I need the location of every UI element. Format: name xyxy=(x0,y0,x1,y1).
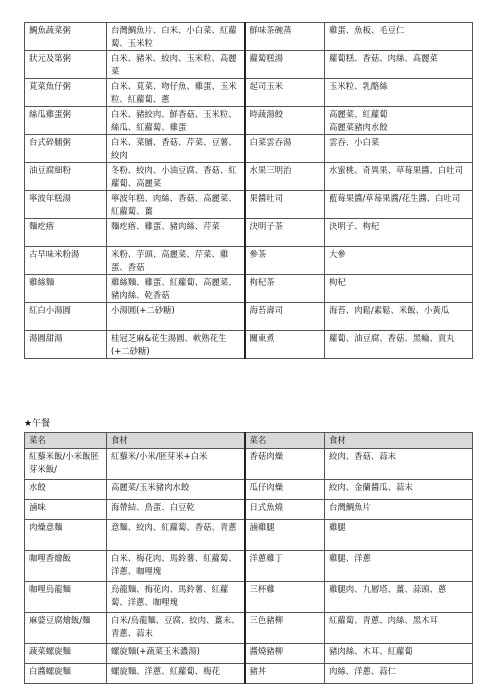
header-dish-name-right: 菜名 xyxy=(245,433,325,449)
ingredients-cell: 雞腿 xyxy=(325,520,473,551)
dish-name-cell: 肉燥意麵 xyxy=(25,520,107,551)
table-row xyxy=(25,135,473,163)
dish-name-cell: 豬丼 xyxy=(245,664,325,684)
dish-name-cell: 海苔壽司 xyxy=(245,303,325,331)
ingredients-cell: 蘿蔔糕、香菇、肉絲、高麗菜 xyxy=(325,51,473,79)
dish-name-cell: 洋蔥雞丁 xyxy=(245,551,325,582)
dish-name-cell: 白菜雲吞湯 xyxy=(245,135,325,163)
ingredients-cell: 白米、菜脯、香菇、芹菜、豆薯、絞肉 xyxy=(107,135,245,163)
ingredients-cell: 高麗菜/玉米豬肉水餃 xyxy=(107,480,245,500)
ingredients-cell: 小湯圓(+二砂糖) xyxy=(107,303,245,331)
header-dish-name: 菜名 xyxy=(25,433,107,449)
ingredients-cell: 肉絲、洋蔥、蒜仁 xyxy=(325,664,473,684)
dish-name-cell: 古早味米粉湯 xyxy=(25,247,107,275)
ingredients-cell: 冬粉、絞肉、小油豆腐、香菇、紅蘿蔔、高麗菜 xyxy=(107,163,245,191)
ingredients-cell: 台灣鯛魚片、白米、小白菜、紅蘿蔔、玉米粒 xyxy=(107,23,245,51)
ingredients-cell: 白米、豬絞肉、鮮香菇、玉米粒、絲瓜、紅蘿蔔、雞蛋 xyxy=(107,107,245,135)
ingredients-cell: 米粉、芋頭、高麗菜、芹菜、雞蛋、香菇 xyxy=(107,247,245,275)
dish-name-cell: 鮮味茶碗蒸 xyxy=(245,23,325,51)
ingredients-cell: 枸杞 xyxy=(325,275,473,303)
dish-name-cell: 瓜仔肉燥 xyxy=(245,480,325,500)
ingredients-cell: 麵疙瘩、雞蛋、豬肉絲、芹菜 xyxy=(107,219,245,247)
dish-name-cell: 紅藜米飯/小米飯胚芽米飯/ xyxy=(25,449,107,480)
dish-name-cell: 莧菜魚仔粥 xyxy=(25,79,107,107)
table-row xyxy=(25,107,473,135)
ingredients-cell: 海苔、肉鬆/素鬆、米飯、小黃瓜 xyxy=(325,303,473,331)
table-row xyxy=(25,23,473,51)
ingredients-cell: 意麵、絞肉、紅蘿蔔、香菇、青蔥 xyxy=(107,520,245,551)
table-row xyxy=(25,664,473,684)
ingredients-cell: 雲吞、小白菜 xyxy=(325,135,473,163)
table-row xyxy=(25,51,473,79)
dish-name-cell: 時蔬湯餃 xyxy=(245,107,325,135)
ingredients-cell: 雞蛋、魚板、毛豆仁 xyxy=(325,23,473,51)
dish-name-cell: 三杯雞 xyxy=(245,582,325,613)
dish-name-cell: 寧波年糕湯 xyxy=(25,191,107,219)
dish-name-cell: 決明子茶 xyxy=(245,219,325,247)
ingredients-cell: 白米/烏龍麵、豆腐、絞肉、薑末、青蔥、蒜末 xyxy=(107,613,245,644)
dish-name-cell: 麻婆豆腐燴飯/麵 xyxy=(25,613,107,644)
ingredients-cell: 白米、莧菜、吻仔魚、雞蛋、玉米粒、紅蘿蔔、蔥 xyxy=(107,79,245,107)
lunch-header-row xyxy=(25,433,473,449)
table-row xyxy=(25,191,473,219)
table-row xyxy=(25,613,473,644)
dish-name-cell: 紅白小湯圓 xyxy=(25,303,107,331)
ingredients-cell: 決明子、枸杞 xyxy=(325,219,473,247)
dish-name-cell: 滷雞腿 xyxy=(245,520,325,551)
ingredients-cell: 絞肉、香菇、蒜末 xyxy=(325,449,473,480)
table-row xyxy=(25,582,473,613)
dish-name-cell: 油豆腐細粉 xyxy=(25,163,107,191)
table-row xyxy=(25,163,473,191)
dish-name-cell: 關東煮 xyxy=(245,331,325,359)
table-row xyxy=(25,247,473,275)
ingredients-cell: 高麗菜、紅蘿蔔 高麗菜豬肉水餃 xyxy=(325,107,473,135)
dish-name-cell: 湯圓甜湯 xyxy=(25,331,107,359)
breakfast-menu-table xyxy=(24,22,473,359)
dish-name-cell: 麵疙瘩 xyxy=(25,219,107,247)
header-ingredients-right: 食材 xyxy=(325,433,473,449)
dish-name-cell: 枸杞茶 xyxy=(245,275,325,303)
header-ingredients: 食材 xyxy=(107,433,245,449)
table-row xyxy=(25,480,473,500)
ingredients-cell: 桂冠芝麻&花生湯圓、軟熟花生(+二砂糖) xyxy=(107,331,245,359)
dish-name-cell: 狀元及第粥 xyxy=(25,51,107,79)
ingredients-cell: 白米、梅花肉、馬鈴薯、紅蘿蔔、洋蔥、咖哩塊 xyxy=(107,551,245,582)
ingredients-cell: 藍莓果醬/草莓果醬/花生醬、白吐司 xyxy=(325,191,473,219)
ingredients-cell: 烏龍麵、梅花肉、馬鈴薯、紅蘿蔔、洋蔥、咖哩塊 xyxy=(107,582,245,613)
table-row xyxy=(25,219,473,247)
table-row xyxy=(25,79,473,107)
table-row xyxy=(25,500,473,520)
table-row xyxy=(25,275,473,303)
dish-name-cell: 水果三明治 xyxy=(245,163,325,191)
dish-name-cell: 水餃 xyxy=(25,480,107,500)
dish-name-cell: 台式碎脯粥 xyxy=(25,135,107,163)
ingredients-cell: 螺旋麵、洋蔥、紅蘿蔔、梅花 xyxy=(107,664,245,684)
dish-name-cell: 蔬菜螺旋麵 xyxy=(25,644,107,664)
table-row xyxy=(25,331,473,359)
ingredients-cell: 海帶結、鳥蛋、白豆乾 xyxy=(107,500,245,520)
ingredients-cell: 蘿蔔、油豆腐、香菇、黑輪、貢丸 xyxy=(325,331,473,359)
ingredients-cell: 寧波年糕、肉絲、香菇、高麗菜、紅蘿蔔、薑 xyxy=(107,191,245,219)
dish-name-cell: 咖哩香燴飯 xyxy=(25,551,107,582)
lunch-section-title: ★午餐 xyxy=(24,419,51,429)
ingredients-cell: 螺旋麵(+蔬菜玉米濃湯) xyxy=(107,644,245,664)
dish-name-cell: 三色豬柳 xyxy=(245,613,325,644)
dish-name-cell: 滷味 xyxy=(25,500,107,520)
dish-name-cell: 咖哩烏龍麵 xyxy=(25,582,107,613)
dish-name-cell: 絲瓜雞蛋粥 xyxy=(25,107,107,135)
ingredients-cell: 水蜜桃、奇異果、草莓果醬、白吐司 xyxy=(325,163,473,191)
dish-name-cell: 日式魚燒 xyxy=(245,500,325,520)
dish-name-cell: 香菇肉燥 xyxy=(245,449,325,480)
ingredients-cell: 雞腿肉、九層塔、薑、蒜頭、蔥 xyxy=(325,582,473,613)
dish-name-cell: 白醬螺旋麵 xyxy=(25,664,107,684)
ingredients-cell: 絞肉、金蘭醬瓜、蒜末 xyxy=(325,480,473,500)
lunch-menu-table xyxy=(24,432,473,684)
table-row xyxy=(25,644,473,664)
ingredients-cell: 雞腿、洋蔥 xyxy=(325,551,473,582)
dish-name-cell: 鯛魚蔬菜粥 xyxy=(25,23,107,51)
ingredients-cell: 雞絲麵、雞蛋、紅蘿蔔、高麗菜、豬肉絲、乾香菇 xyxy=(107,275,245,303)
ingredients-cell: 大參 xyxy=(325,247,473,275)
ingredients-cell: 紅藜米/小米/胚芽米+白米 xyxy=(107,449,245,480)
table-row xyxy=(25,551,473,582)
table-row xyxy=(25,520,473,551)
ingredients-cell: 玉米粒、乳酪絲 xyxy=(325,79,473,107)
table-row xyxy=(25,449,473,480)
ingredients-cell: 紅蘿蔔、青蔥、肉絲、黑木耳 xyxy=(325,613,473,644)
ingredients-cell: 豬肉絲、木耳、紅蘿蔔 xyxy=(325,644,473,664)
table-row xyxy=(25,303,473,331)
dish-name-cell: 醬燒豬柳 xyxy=(245,644,325,664)
dish-name-cell: 雞絲麵 xyxy=(25,275,107,303)
dish-name-cell: 蘿蔔糕湯 xyxy=(245,51,325,79)
ingredients-cell: 白米、豬米、絞肉、玉米粒、高麗菜 xyxy=(107,51,245,79)
dish-name-cell: 果醬吐司 xyxy=(245,191,325,219)
dish-name-cell: 參茶 xyxy=(245,247,325,275)
dish-name-cell: 起司玉米 xyxy=(245,79,325,107)
ingredients-cell: 台灣鯛魚片 xyxy=(325,500,473,520)
